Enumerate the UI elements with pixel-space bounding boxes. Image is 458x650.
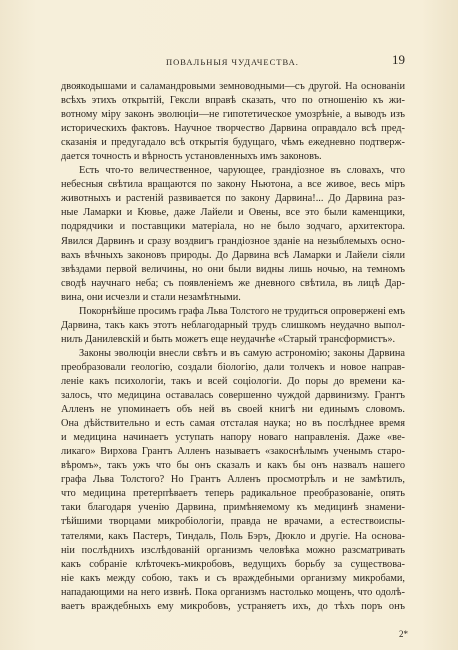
- text-line: сводѣ научнаго неба; съ появленіемъ же дневного свѣтила, въ лицѣ Дар-: [61, 277, 405, 289]
- text-line: и медицина начинаетъ уступать напору новаго направленія. Даже «ве-: [61, 432, 405, 444]
- text-line: какъ собраніе клѣточекъ-микробовъ, ведущихъ борьбу за существова-: [61, 558, 405, 570]
- text-line: таки благодаря ученію Дарвина, примѣняемому къ медицинѣ знамени-: [61, 502, 405, 514]
- running-title: ПОВАЛЬНЫЯ ЧУДАЧЕСТВА.: [166, 57, 299, 67]
- text-line: дается точность и вѣрность установленныхъ имъ законовъ.: [61, 151, 322, 163]
- text-line: ликаго» Вирхова Грантъ Алленъ называетъ «закоснѣлымъ ученымъ старо-: [61, 446, 405, 458]
- text-line: ные Ламарки и Кювье, даже Лайели и Овены, все это были каменщики,: [61, 207, 405, 219]
- text-line: ніи послѣднихъ изслѣдованій организмъ человѣка можно разсматривать: [61, 544, 405, 556]
- text-line: Алленъ не упоминаетъ объ ней въ своей книгѣ ни единымъ словомъ.: [61, 404, 405, 416]
- text-line: что медицина претерпѣваетъ теперь радикальное преобразованіе, опять: [61, 488, 405, 500]
- text-line: Есть что-то величественное, чарующее, грандіозное въ словахъ, что: [79, 165, 405, 177]
- text-line: Покорнѣйше просимъ графа Льва Толстого не трудиться опровержені емъ: [79, 305, 405, 317]
- text-line: нападающими на него извнѣ. Пока организмъ настолько мощенъ, что одолѣ-: [61, 586, 405, 598]
- page-header: [62, 54, 408, 70]
- text-line: вахъ вѣчныхъ законовъ природы. До Дарвина всѣ Ламарки и Лайели сіяли: [61, 249, 405, 261]
- printer-signature: 2*: [399, 629, 408, 639]
- text-line: животныхъ и растеній развивается по закону Дарвина!... До Дарвина раз-: [61, 193, 405, 205]
- text-line: тателями, какъ Пастеръ, Тиндаль, Поль Бэръ, Дюкло и другіе. На основа-: [61, 530, 405, 542]
- text-line: графа Льва Толстого? Но Грантъ Алленъ просмотрѣлъ и не замѣтилъ,: [61, 474, 405, 486]
- body-text: [61, 80, 405, 614]
- text-line: Законы эволюціи внесли свѣтъ и въ самую астрономію; законы Дарвина: [79, 347, 405, 359]
- text-line: двоякодышами и саламандровыми земноводными—съ другой. На основаніи: [61, 81, 405, 92]
- text-line: тѣйшими творцами микробіологіи, правда не врачами, а естествоиспы-: [61, 516, 405, 528]
- text-line: леніе какъ психологіи, такъ и всей соціологіи. До поры до времени ка-: [61, 375, 405, 387]
- text-line: всѣхъ этихъ открытій, Гексли вправѣ сказать, что по отношенію къ жи-: [61, 95, 405, 107]
- text-line: историческихъ фактовъ. Научное творчество Дарвина оправдало всѣ пред-: [61, 123, 405, 135]
- text-line: залось, что медицина оставалась совершенно чуждой дарвинизму. Грантъ: [61, 390, 405, 402]
- text-line: преобразовали геологію, создали біологію, дали толчекъ и новое направ-: [61, 361, 405, 373]
- text-line: ніе какъ между собою, такъ и съ враждебными организму микробами,: [61, 572, 405, 584]
- text-line: небесныя свѣтила вращаются по закону Ньютона, а все живое, весь міръ: [61, 179, 405, 191]
- page-number: 19: [392, 52, 405, 67]
- text-line: сказанія и предугадало всѣ открытія будущаго, чѣмъ ежедневно подтверж-: [61, 137, 405, 149]
- text-line: подрядчики и поставщики матеріала, но не было зодчаго, архитектора.: [61, 221, 405, 233]
- text-line: звѣздами первой величины, но они были видны лишь ночью, на темномъ: [61, 263, 405, 275]
- text-line: нилъ Данилевскій и быть можетъ еще неудачнѣе «Старый трансформистъ».: [61, 333, 396, 345]
- text-line: вотному міру законъ эволюціи—не гипотетическое умозрѣніе, а выводъ изъ: [61, 109, 405, 121]
- text-line: Явился Дарвинъ и сразу воздвигъ грандіозное зданіе на незыблемыхъ осно-: [61, 235, 405, 247]
- text-line: ваетъ враждебныхъ ему микробовъ, устраняетъ ихъ, до тѣхъ поръ онъ: [61, 600, 405, 612]
- text-line: Дарвина, такъ какъ этотъ неблагодарный трудъ слишкомъ неудачно выпол-: [61, 319, 405, 331]
- text-line: вина, они исчезли и стали незамѣтными.: [61, 291, 241, 303]
- text-line: Она дѣйствительно и есть самая отсталая наука; но въ послѣднее время: [61, 418, 405, 430]
- text-line: вѣромъ», такъ ужъ что бы онъ сказалъ и какъ бы онъ назвалъ нашего: [61, 460, 405, 472]
